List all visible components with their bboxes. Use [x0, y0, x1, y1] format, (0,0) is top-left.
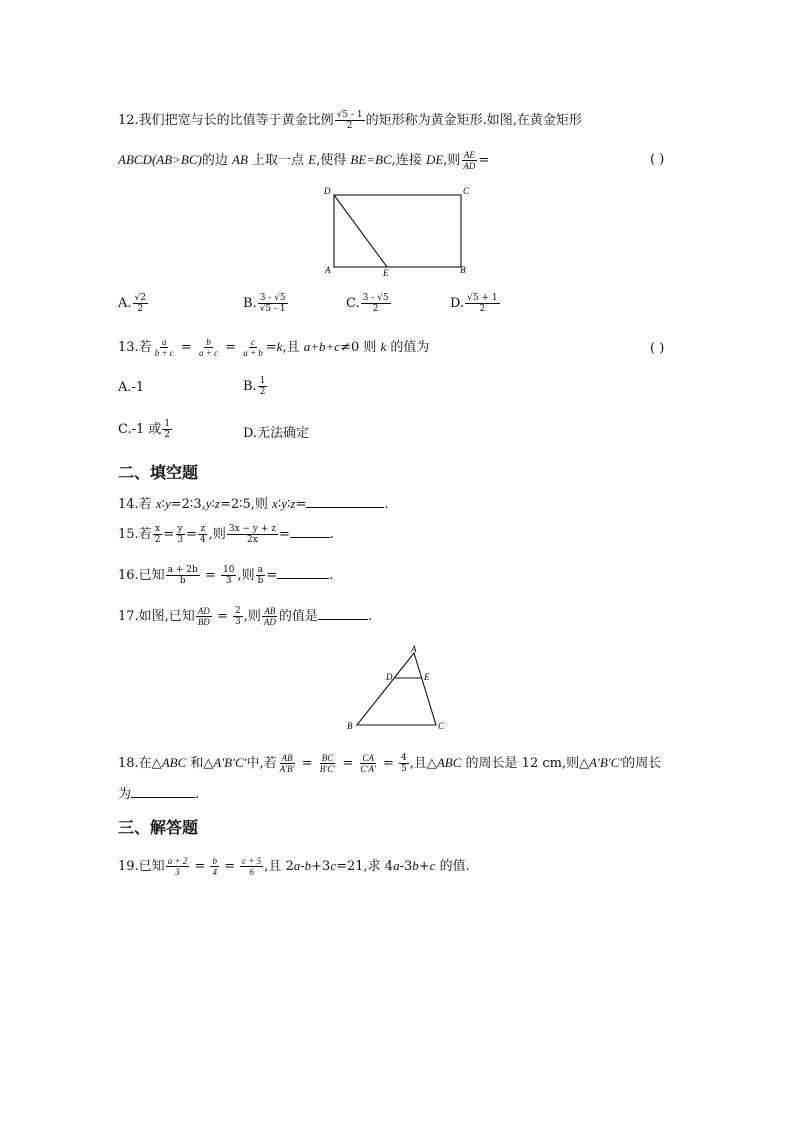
q12-t5: ,则 — [443, 153, 461, 168]
q13-answer-paren: ( ) — [650, 341, 665, 356]
q17-answer-blank[interactable] — [318, 607, 368, 620]
q12-ab: AB — [232, 152, 248, 167]
q17-line: 17.如图,已知 $\frac{AD}{BD}$ = $\frac{2}{3}$ ,则 $\frac{AB}{AD}$ 的值是 . — [118, 606, 373, 627]
q12-abcd: ABCD(AB>BC) — [118, 152, 202, 167]
q13-option-d[interactable]: D.无法确定 — [243, 426, 310, 441]
label-a: A — [325, 265, 331, 275]
q19-line: 19.已知 $\frac{a + 2}{3}$ = $\frac{b}{4}$ = $\frac{c + 5}{6}$ ,且 2a-b+3c=21,求 4a-3b+c 的值. — [118, 856, 470, 877]
q18-line2: 为 . — [118, 787, 200, 802]
label-e: E — [424, 672, 430, 682]
triangle-abc — [357, 653, 436, 725]
q14-line: 14.若 x∶y=2∶3,y∶z=2∶5,则 x∶y∶z= . — [118, 496, 389, 512]
label-c: C — [463, 186, 470, 196]
q12-t4: ,连接 — [391, 153, 426, 168]
q18-answer-blank[interactable] — [131, 785, 195, 798]
q12-option-d[interactable]: D. $\frac{√5 + 1}{2}$ — [450, 293, 498, 314]
q12-de: DE — [425, 152, 444, 167]
q12-t: 的边 — [201, 153, 233, 168]
q12-option-c[interactable]: C. $\frac{3 - √5}{2}$ — [346, 293, 389, 314]
q17-triangle-figure — [340, 643, 455, 735]
q12-rectangle-figure — [320, 183, 480, 278]
label-b: B — [460, 265, 466, 275]
q16-answer-blank[interactable] — [277, 566, 329, 579]
golden-ratio-fraction: $\frac{√5 - 1}{2}$ — [336, 110, 363, 131]
q13-option-b[interactable]: B. $\frac{1}{2}$ — [243, 376, 266, 397]
q15-answer-blank[interactable] — [290, 525, 330, 538]
q12-answer-paren: ( ) — [650, 152, 665, 167]
q14-answer-blank[interactable] — [306, 495, 384, 508]
ae-ad-fraction: $\frac{AE}{AD}$ — [463, 150, 476, 171]
label-d: D — [324, 186, 331, 196]
q12-line2 — [118, 150, 489, 171]
q12-option-b[interactable]: B. $\frac{3 - √5}{√5 - 1}$ — [243, 293, 286, 314]
segment-de — [334, 195, 387, 267]
q13-line: 13.若 $\frac{a}{b + c}$ = $\frac{b}{a + c}$ = $\frac{c}{a + b}$ =k,且 a+b+c≠0 则 k 的值为 — [118, 337, 430, 358]
label-c: C — [438, 721, 445, 731]
label-b: B — [347, 721, 353, 731]
section-3-title: 三、解答题 — [118, 818, 199, 837]
q12-line1 — [118, 110, 582, 131]
q12-eq: = — [478, 153, 490, 168]
label-a: A — [411, 644, 417, 654]
rect-abcd — [334, 195, 461, 267]
q13-option-c[interactable]: C.-1 或 $\frac{1}{2}$ — [118, 419, 171, 440]
q12-text-b: 的矩形称为黄金矩形.如图,在黄金矩形 — [365, 113, 582, 128]
q12-t2: 上取一点 — [247, 153, 309, 168]
section-2-title: 二、填空题 — [118, 463, 199, 482]
q12-e: E — [308, 152, 317, 167]
q15-line: 15.若 $\frac{x}{2}$ = $\frac{y}{3}$ = $\frac{z}{4}$ ,则 $\frac{3x - y + z}{2x}$ = . — [118, 524, 335, 545]
q12-text: 12.我们把宽与长的比值等于黄金比例 — [118, 113, 334, 128]
label-e: E — [383, 268, 389, 278]
label-d: D — [386, 672, 393, 682]
q16-line: 16.已知 $\frac{a + 2b}{b}$ = $\frac{10}{3}$ ,则 $\frac{a}{b}$ = . — [118, 565, 334, 586]
q12-be-bc: BE=BC — [350, 152, 392, 167]
q12-option-a[interactable]: A. $\frac{√2}{2}$ — [118, 293, 146, 314]
q13-option-a[interactable]: A.-1 — [118, 380, 145, 395]
q12-t3: ,使得 — [316, 153, 351, 168]
q18-line1: 18.在△ABC 和△A′B′C′中,若 $\frac{AB}{A'B'}$ = $\frac{BC}{B'C'}$ = $\frac{CA}{C'A'}$ = $\frac{4}{5}$ ,且△ABC 的周长是 12 cm,则△A′B′C′的周长 — [118, 753, 662, 774]
